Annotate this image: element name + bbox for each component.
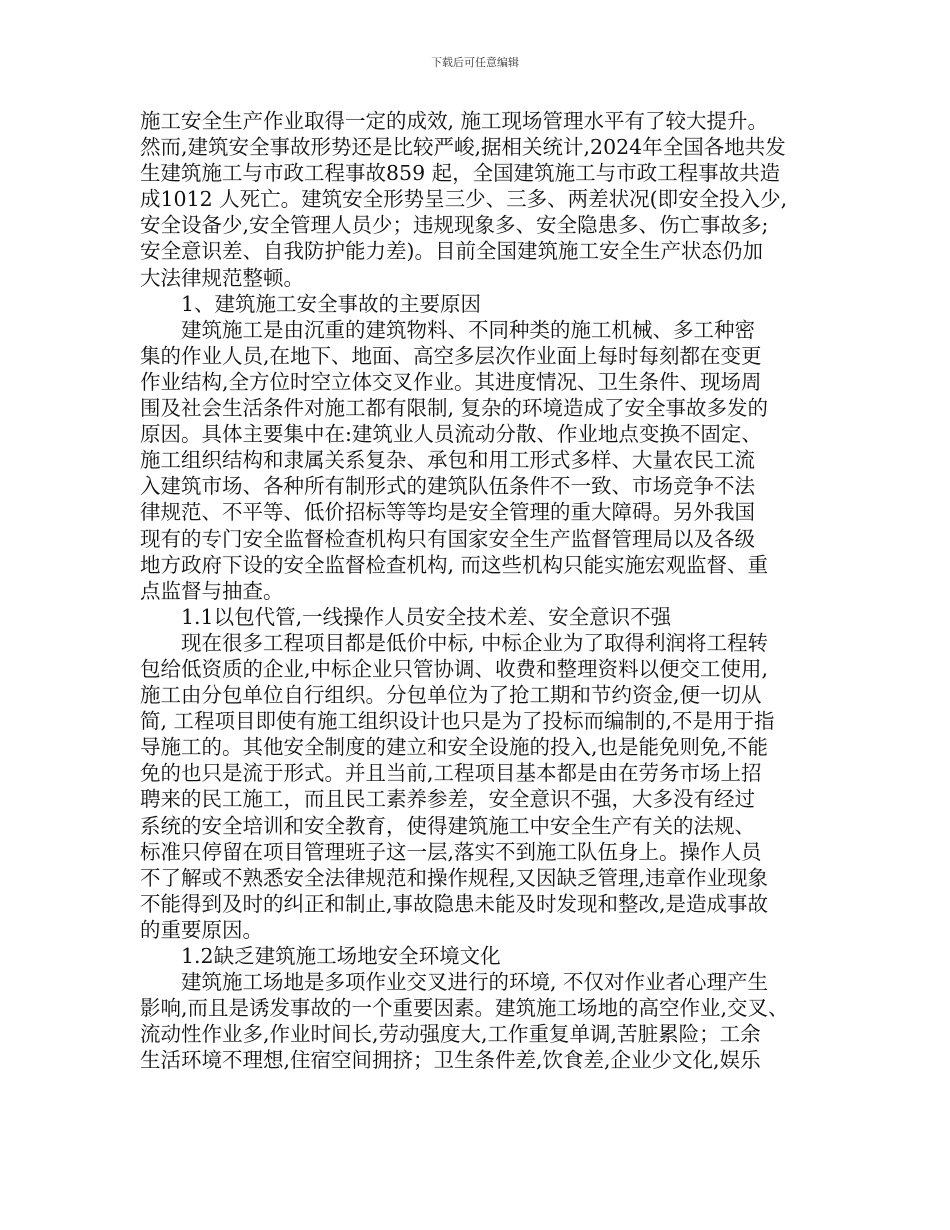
text-line: 影响,而且是诱发事故的一个重要因素。建筑施工场地的高空作业,交叉、 [140, 996, 789, 1021]
text-line: 现在很多工程项目都是低价中标, 中标企业为了取得利润将工程转 [181, 630, 769, 655]
text-line: 的重要原因。 [140, 917, 263, 942]
text-line: 点监督与抽查。 [140, 578, 284, 603]
text-line: 不能得到及时的纠正和制止,事故隐患未能及时发现和整改,是造成事故 [140, 891, 769, 916]
text-line: 建筑施工是由沉重的建筑物料、不同种类的施工机械、多工种密 [181, 317, 755, 342]
text-line: 原因。具体主要集中在:建筑业人员流动分散、作业地点变换不固定、 [140, 422, 762, 447]
document-body [140, 108, 820, 1073]
page-header: 下载后可任意编辑 [431, 56, 519, 69]
text-line: 地方政府下设的安全监督检查机构, 而这些机构只能实施宏观监督、重 [140, 552, 769, 577]
text-line: 施工安全生产作业取得一定的成效, 施工现场管理水平有了较大提升。 [140, 109, 769, 133]
text-line: 入建筑市场、各种所有制形式的建筑队伍条件不一致、市场竞争不法 [140, 474, 755, 499]
text-line: 不了解或不熟悉安全法律规范和操作规程,又因缺乏管理,违章作业现象 [140, 865, 769, 890]
text-line: 施工由分包单位自行组织。分包单位为了抢工期和节约资金,便一切从 [140, 683, 762, 708]
text-line: 导施工的。其他安全制度的建立和安全设施的投入,也是能免则免,不能 [140, 735, 769, 760]
text-line: 集的作业人员,在地下、地面、高空多层次作业面上每时每刻都在变更 [140, 343, 762, 368]
text-line: 安全设备少,安全管理人员少；违规现象多、安全隐患多、伤亡事故多; [140, 213, 769, 238]
text-line: 聘来的民工施工，而且民工素养参差，安全意识不强，大多没有经过 [140, 787, 755, 812]
text-line: 生活环境不理想,住宿空间拥挤；卫生条件差,饮食差,企业少文化,娱乐 [140, 1048, 761, 1073]
text-line: 律规范、不平等、低价招标等等均是安全管理的重大障碍。另外我国 [140, 500, 755, 525]
text-line: 包给低资质的企业,中标企业只管协调、收费和整理资料以便交工使用, [140, 656, 769, 681]
text-line: 1、建筑施工安全事故的主要原因 [181, 291, 482, 316]
text-line: 现有的专门安全监督检查机构只有国家安全生产监督管理局以及各级 [140, 526, 755, 551]
text-line: 建筑施工场地是多项作业交叉进行的环境, 不仅对作业者心理产生 [181, 970, 769, 995]
text-line: 系统的安全培训和安全教育，使得建筑施工中安全生产有关的法规、 [140, 813, 755, 838]
text-line: 作业结构,全方位时空立体交叉作业。其进度情况、卫生条件、现场周 [140, 369, 762, 394]
text-line: 1.2缺乏建筑施工场地安全环境文化 [181, 944, 501, 968]
text-line: 成1012 人死亡。建筑安全形势呈三少、三多、两差状况(即安全投入少, [140, 187, 788, 212]
text-line: 然而,建筑安全事故形势还是比较严峻,据相关统计,2024年全国各地共发 [140, 135, 786, 160]
text-line: 施工组织结构和隶属关系复杂、承包和用工形式多样、大量农民工流 [140, 448, 755, 473]
text-line: 免的也只是流于形式。并且当前,工程项目基本都是由在劳务市场上招 [140, 761, 762, 786]
text-line: 安全意识差、自我防护能力差)。目前全国建筑施工安全生产状态仍加 [140, 239, 763, 264]
text-line: 流动性作业多,作业时间长,劳动强度大,工作重复单调,苦脏累险；工余 [140, 1022, 761, 1047]
text-line: 1.1以包代管,一线操作人员安全技术差、安全意识不强 [181, 604, 672, 629]
text-line: 标准只停留在项目管理班子这一层,落实不到施工队伍身上。操作人员 [140, 839, 762, 864]
text-line: 简, 工程项目即使有施工组织设计也只是为了投标而编制的,不是用于指 [140, 709, 775, 734]
text-line: 围及社会生活条件对施工都有限制, 复杂的环境造成了安全事故多发的 [140, 396, 769, 421]
text-line: 生建筑施工与市政工程事故859 起，全国建筑施工与市政工程事故共造 [140, 161, 781, 186]
text-line: 大法律规范整顿。 [140, 265, 304, 290]
